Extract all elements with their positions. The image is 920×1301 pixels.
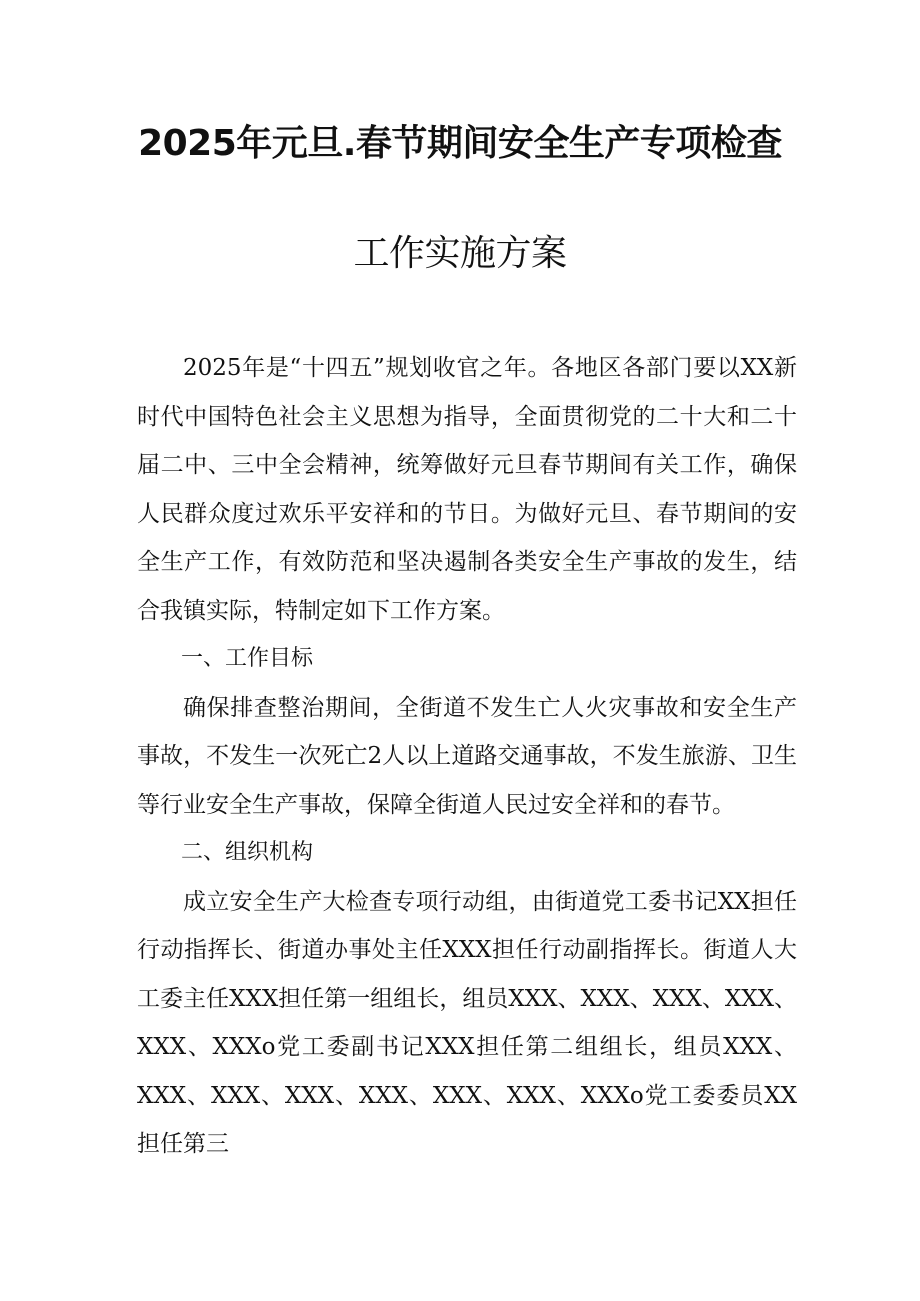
section-heading-goals: 一、工作目标: [181, 646, 314, 671]
document-title-line2: 工作实施方案: [353, 233, 567, 274]
organization-paragraph: 成立安全生产大检查专项行动组，由街道党工委书记XX担任行动指挥长、街道办事处主任XXX担任行动副指挥长。街道人大工委主任XXX担任第一组组长，组员XXX、XXX、XXX、XXX、XXX、XXXo党工委副书记XXX担任第二组组长，组员XXX、XXX、XXX、XXX、XXX、XXX、XXX、XXXo党工委委员XX担任第三: [137, 888, 797, 1157]
document-title-line1: 2025年元旦.春节期间安全生产专项检查: [138, 123, 782, 164]
section-heading-organization: 二、组织机构: [181, 840, 314, 865]
document-body: [137, 344, 797, 1169]
intro-paragraph: 2025年是“十四五”规划收官之年。各地区各部门要以XX新时代中国特色社会主义思想为指导，全面贯彻党的二十大和二十届二中、三中全会精神，统筹做好元旦春节期间有关工作，确保人民群众度过欢乐平安祥和的节日。为做好元旦、春节期间的安全生产工作，有效防范和坚决遏制各类安全生产事故的发生，结合我镇实际，特制定如下工作方案。: [137, 355, 797, 624]
goals-paragraph: 确保排查整治期间，全街道不发生亡人火灾事故和安全生产事故，不发生一次死亡2人以上道路交通事故，不发生旅游、卫生等行业安全生产事故，保障全街道人民过安全祥和的春节。: [137, 694, 797, 818]
